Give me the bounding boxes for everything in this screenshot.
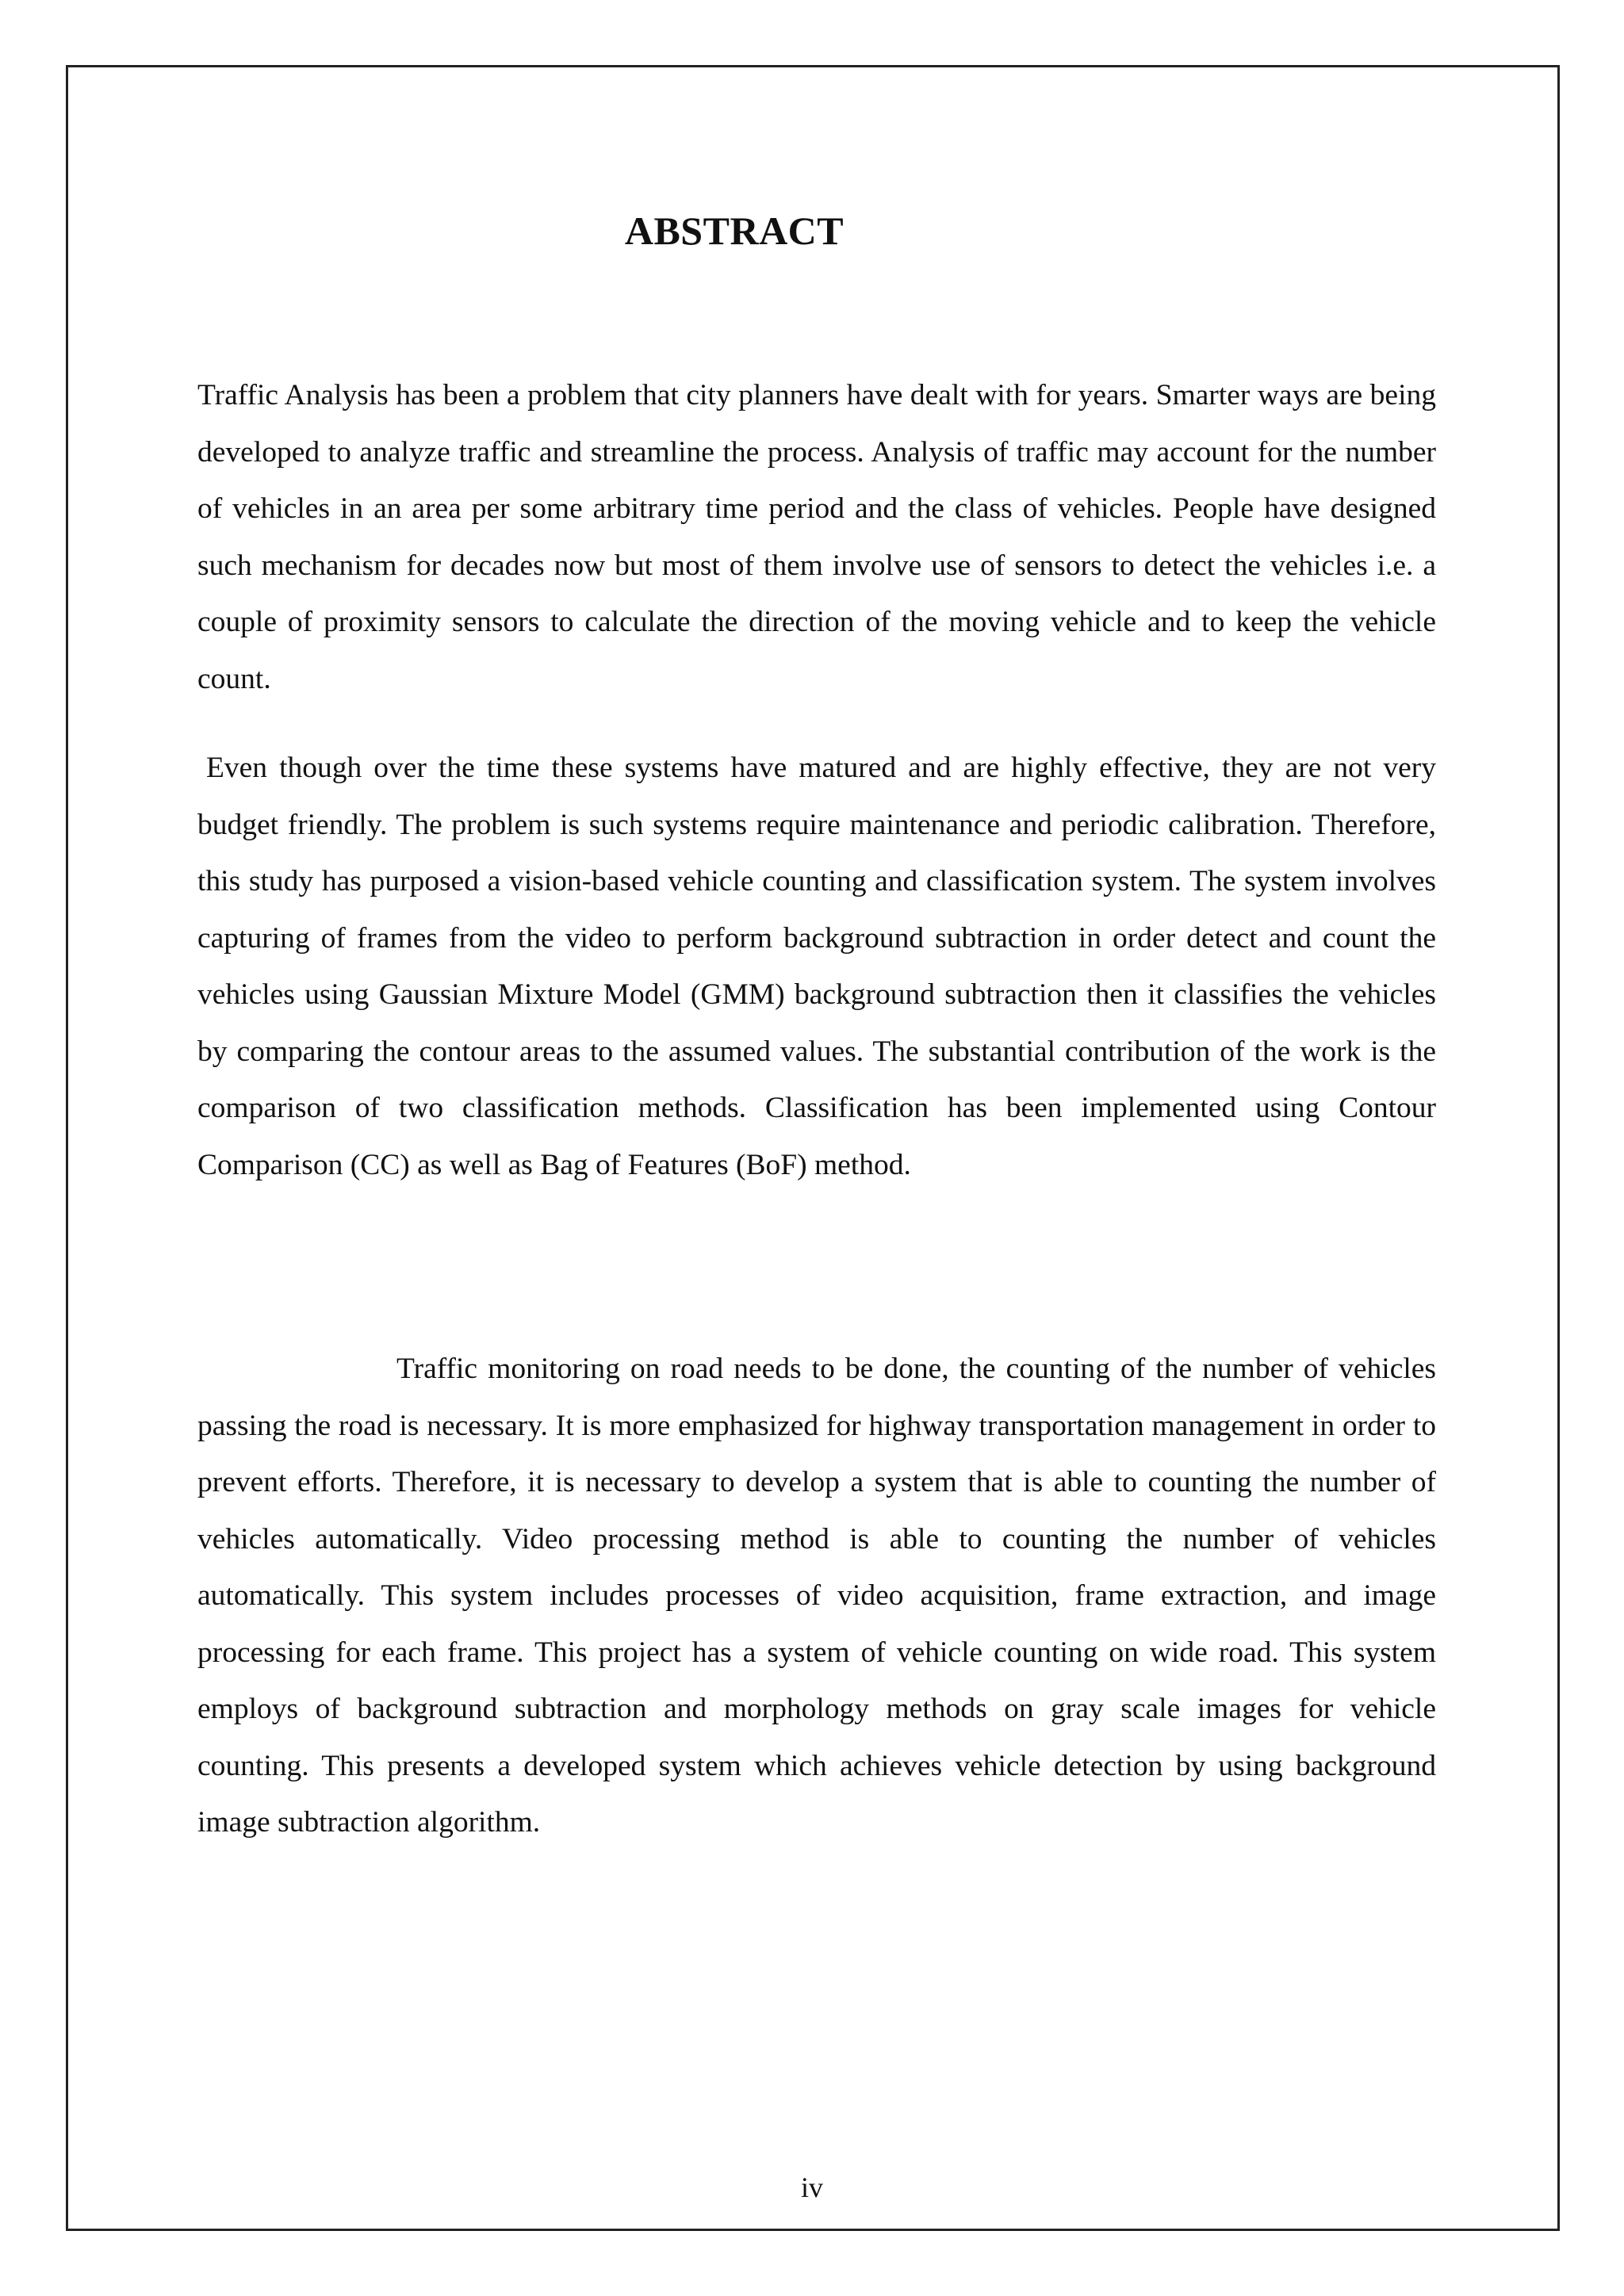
- abstract-paragraph-3: Traffic monitoring on road needs to be done, the counting of the number of vehicles passing the road is necessary. It is more emphasized for highway transportation management in order to prevent efforts. Therefore, it is necessary to develop a system that is able to counting the number of vehicles automatically. Video processing method is able to counting the number of vehicles automatically. This system includes processes of video acquisition, frame extraction, and image processing for each frame. This project has a system of vehicle counting on wide road. This system employs of background subtraction and morphology methods on gray scale images for vehicle counting. This presents a developed system which achieves vehicle detection by using background image subtraction algorithm.: [197, 1353, 1436, 1839]
- abstract-paragraph-1: Traffic Analysis has been a problem that city planners have dealt with for years. Smarter ways are being developed to analyze traffic and streamline the process. Analysis of traffic may account for the number of vehicles in an area per some arbitrary time period and the class of vehicles. People have designed such mechanism for decades now but most of them involve use of sensors to detect the vehicles i.e. a couple of proximity sensors to calculate the direction of the moving vehicle and to keep the vehicle count.: [197, 379, 1436, 695]
- abstract-paragraph-2: Even though over the time these systems have matured and are highly effective, they are not very budget friendly. The problem is such systems require maintenance and periodic calibration. Therefore, this study has purposed a vision-based vehicle counting and classification system. The system involves capturing of frames from the video to perform background subtraction in order detect and count the vehicles using Gaussian Mixture Model (GMM) background subtraction then it classifies the vehicles by comparing the contour areas to the assumed values. The substantial contribution of the work is the comparison of two classification methods. Classification has been implemented using Contour Comparison (CC) as well as Bag of Features (BoF) method.: [197, 752, 1436, 1181]
- page-number: iv: [800, 2172, 823, 2203]
- page-title: ABSTRACT: [624, 209, 845, 253]
